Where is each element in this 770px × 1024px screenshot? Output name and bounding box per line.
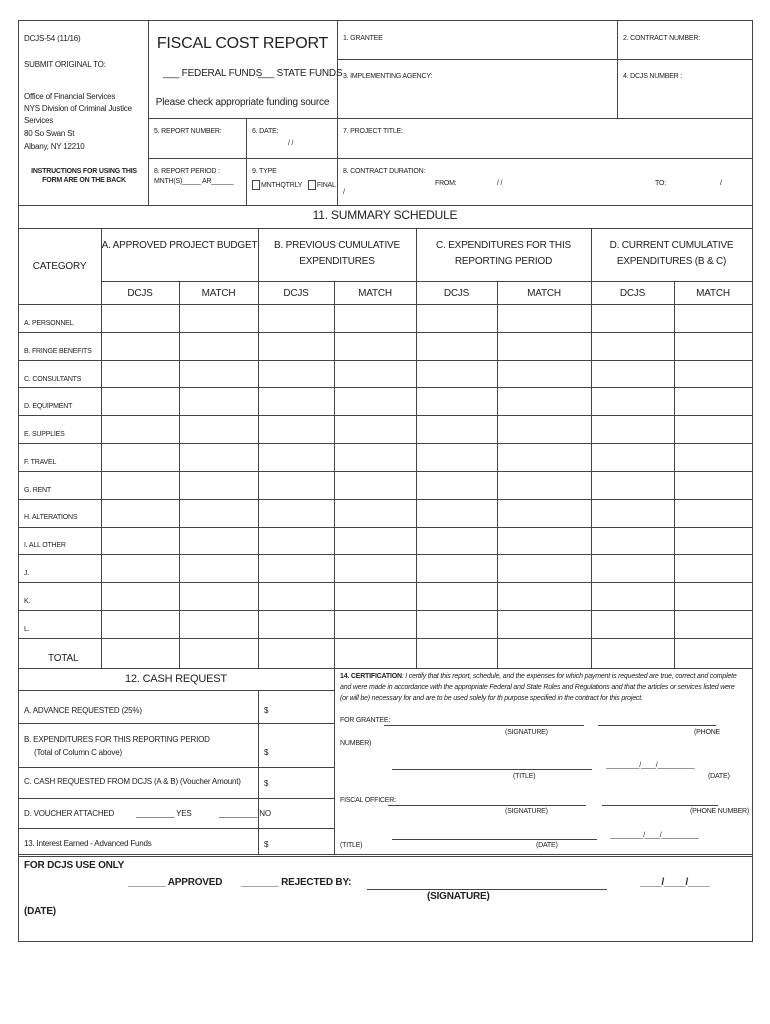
certification-label: 14. CERTIFICATION [340, 673, 402, 680]
row-label-j: J. [24, 570, 30, 577]
from-slashes: / / [497, 180, 503, 187]
implementing-agency-field[interactable]: 3. IMPLEMENTING AGENCY: [343, 73, 433, 80]
address-line: 80 So Swan St [24, 129, 75, 138]
expenditures-label-sub: (Total of Column C above) [34, 748, 122, 757]
grantee-number-caption: NUMBER) [340, 740, 372, 747]
voucher-attached-label: D. VOUCHER ATTACHED [24, 809, 115, 818]
row-label-personnel: A. PERSONNEL [24, 320, 74, 327]
expenditures-label: B. EXPENDITURES FOR THIS REPORTING PERIOD [24, 735, 210, 744]
form-id: DCJS-54 (11/16) [24, 34, 81, 43]
date-slashes: / / [288, 140, 294, 147]
dcjs-number-field[interactable]: 4. DCJS NUMBER : [623, 73, 683, 80]
report-period-field[interactable]: 8. REPORT PERIOD : [154, 168, 220, 175]
instructions-note: FORM ARE ON THE BACK [42, 177, 126, 184]
interest-earned-label: 13. Interest Earned - Advanced Funds [24, 839, 152, 848]
grantee-title-caption: (TITLE) [513, 773, 536, 780]
grantee-date-line[interactable]: _________/____/__________ [606, 762, 695, 769]
fiscal-date-caption: (DATE) [536, 842, 558, 849]
fiscal-title-caption: (TITLE) [340, 842, 363, 849]
contract-duration-field: 8. CONTRACT DURATION: [343, 168, 426, 175]
interest-amount[interactable]: $ [264, 840, 269, 849]
address-line: Services [24, 116, 54, 125]
type-options [252, 180, 336, 190]
sub-header-dcjs: DCJS [283, 288, 309, 299]
dcjs-date-caption: (DATE) [24, 906, 56, 917]
row-label-travel: F. TRAVEL [24, 459, 57, 466]
certification-text-3: (or will be) necessary for and are to be used solely for th purpose specified in the contract for this project. [340, 695, 643, 702]
fiscal-officer-label: FISCAL OFFICER: [340, 797, 396, 804]
row-label-alterations: H. ALTERATIONS [24, 514, 78, 521]
monthly-checkbox[interactable] [252, 180, 260, 190]
column-header-c-sub: REPORTING PERIOD [454, 256, 553, 267]
sub-header-dcjs: DCJS [443, 288, 470, 299]
for-grantee-label: FOR GRANTEE: [340, 717, 391, 724]
cash-requested-label: C. CASH REQUESTED FROM DCJS (A & B) (Voucher Amount) [24, 777, 241, 786]
to-label[interactable]: TO: [655, 180, 666, 187]
from-label[interactable]: FROM: [435, 180, 457, 187]
column-header-c: C. EXPENDITURES FOR THIS [435, 240, 572, 251]
certification-text [340, 673, 737, 681]
date-field[interactable]: 6. DATE: [252, 128, 279, 135]
column-header-d: D. CURRENT CUMULATIVE [609, 240, 734, 251]
grantee-date-caption: (DATE) [708, 773, 730, 780]
report-number-field[interactable]: 5. REPORT NUMBER: [154, 128, 222, 135]
column-header-b: B. PREVIOUS CUMULATIVE [274, 240, 400, 251]
monthly-label: MNTH [261, 181, 281, 189]
approved-option[interactable]: _______ APPROVED [128, 877, 223, 888]
column-header-b-sub: EXPENDITURES [299, 256, 375, 267]
dcjs-use-label: FOR DCJS USE ONLY [24, 860, 125, 871]
row-label-all-other: I. ALL OTHER [24, 542, 66, 549]
project-title-field[interactable]: 7. PROJECT TITLE: [343, 128, 403, 135]
row-label-fringe: B. FRINGE BENEFITS [24, 348, 92, 355]
state-funds-option[interactable]: ___ STATE FUNDS [258, 68, 343, 79]
address-line: Office of Financial Services [24, 92, 116, 101]
sub-header-match: MATCH [527, 288, 561, 299]
row-label-supplies: E. SUPPLIES [24, 431, 65, 438]
contract-number-field[interactable]: 2. CONTRACT NUMBER: [623, 35, 700, 42]
grantee-field[interactable]: 1. GRANTEE [343, 35, 383, 42]
certification-text-1: : I certify that this report, schedule, and the expenses for which payment is requested are true, correct and complete [401, 673, 737, 680]
submit-to-label: SUBMIT ORIGINAL TO: [24, 60, 106, 69]
qtrly-label: QTRLY [280, 181, 303, 189]
final-label: FINAL [316, 181, 336, 189]
category-header: CATEGORY [32, 261, 87, 272]
sub-header-dcjs: DCJS [127, 288, 153, 299]
rejected-by-option[interactable]: _______ REJECTED BY: [241, 877, 352, 888]
funding-note: Please check appropriate funding source [155, 97, 330, 108]
row-label-rent: G. RENT [24, 487, 51, 494]
sub-header-match: MATCH [696, 288, 730, 299]
row-label-consultants: C. CONSULTANTS [24, 376, 82, 383]
type-field: 9. TYPE [252, 168, 277, 175]
row-label-equipment: D. EQUIPMENT [24, 403, 73, 410]
report-period-months[interactable]: MNTH(S)_____ AR______ [154, 178, 234, 185]
address-line: Albany, NY 12210 [24, 142, 85, 151]
fiscal-phone-caption: (PHONE NUMBER) [690, 808, 750, 815]
advance-amount[interactable]: $ [264, 706, 269, 715]
duration-slash: / [343, 189, 345, 196]
column-header-d-sub: EXPENDITURES (B & C) [616, 256, 727, 267]
instructions-note: INSTRUCTIONS FOR USING THIS [31, 168, 137, 175]
fiscal-date-line[interactable]: _________/____/__________ [610, 832, 699, 839]
fiscal-signature-caption: (SIGNATURE) [505, 808, 548, 815]
final-checkbox[interactable] [308, 180, 316, 190]
sub-header-match: MATCH [201, 288, 236, 299]
voucher-yes-option[interactable]: _________ YES [136, 809, 192, 818]
dcjs-date-line[interactable]: ____/____/____ [640, 877, 710, 888]
sub-header-match: MATCH [358, 288, 392, 299]
certification-text-2: and were made in accordance with the appropriate Federal and State Rules and Regulations and that the articles or services listed were [340, 684, 735, 691]
advance-requested-label: A. ADVANCE REQUESTED (25%) [24, 706, 142, 715]
cash-request-title: 12. CASH REQUEST [125, 673, 227, 685]
grantee-phone-caption: (PHONE [694, 729, 721, 736]
expenditures-amount[interactable]: $ [264, 748, 269, 757]
summary-title: 11. SUMMARY SCHEDULE [312, 208, 458, 222]
sub-header-dcjs: DCJS [619, 288, 646, 299]
form-title: FISCAL COST REPORT [156, 35, 329, 52]
row-label-l: L. [24, 626, 30, 633]
row-label-total: TOTAL [48, 653, 79, 664]
voucher-no-option[interactable]: _________ NO [219, 809, 271, 818]
address-line: NYS Division of Criminal Justice [24, 104, 132, 113]
cash-requested-amount[interactable]: $ [264, 779, 269, 788]
dcjs-signature-caption: (SIGNATURE) [427, 891, 490, 902]
row-label-k: K. [24, 598, 31, 605]
column-header-a: A. APPROVED PROJECT BUDGET [101, 240, 258, 251]
grantee-signature-caption: (SIGNATURE) [505, 729, 548, 736]
federal-funds-option[interactable]: ___ FEDERAL FUNDS [163, 68, 263, 79]
to-slash: / [720, 180, 722, 187]
